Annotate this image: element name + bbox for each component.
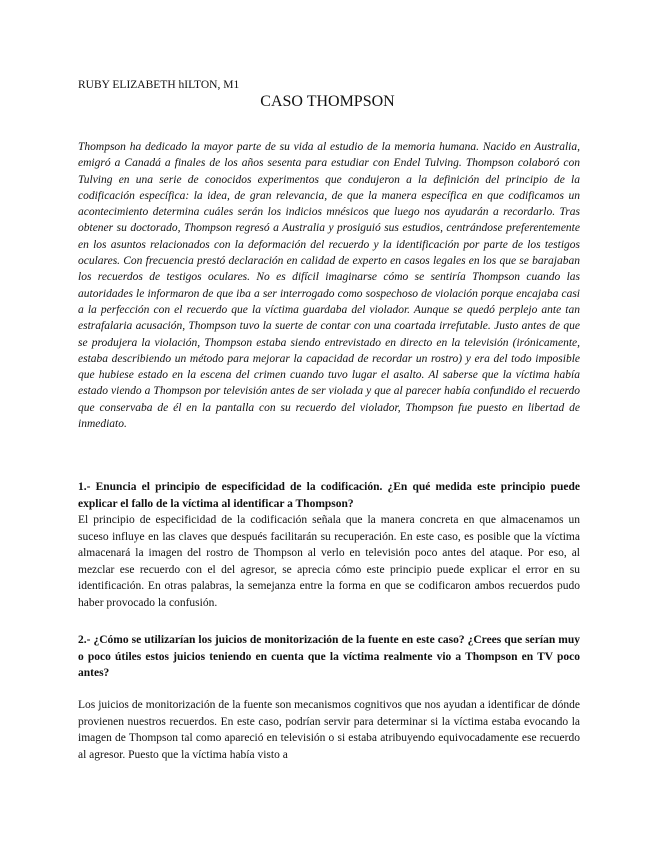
answer-2: Los juicios de monitorización de la fuente son mecanismos cognitivos que nos ayudan a identificar de dónde provienen nuestros recuerdos. En este caso, podrían servir para determinar si la víctima estaba evocando la imagen de Thompson tal como apareció en televisión o si estaba atribuyendo equivocadamente ese recuerdo al agresor. Puesto que la víctima había visto a: [78, 699, 580, 761]
answer-1: El principio de especificidad de la codificación señala que la manera concreta en que almacenamos un suceso influye en las claves que después facilitarán su recuperación. En este caso, es posible que la víctima almacenará la imagen del rostro de Thompson al verlo en televisión poco antes del ataque. Por eso, al mezclar ese recuerdo con el del agresor, se aprecia cómo este principio puede explicar el error en su identificación. En otras palabras, la semejanza entre la forma en que se codificaron ambos recuerdos pudo haber provocado la confusión.: [78, 514, 580, 609]
question-2: 2.- ¿Cómo se utilizarían los juicios de monitorización de la fuente en este caso? ¿Crees que serían muy o poco útiles estos juicios teniendo en cuenta que la víctima realmente vio a Thompson en TV poco antes?: [78, 634, 580, 679]
case-description: Thompson ha dedicado la mayor parte de su vida al estudio de la memoria humana. Nacido en Australia, emigró a Canadá a finales de los años sesenta para estudiar con Endel Tulving. Thompson colaboró con Tulving en una serie de conocidos experimentos que condujeron a la definición del principio de la codificación específica: la idea, de gran relevancia, de que la manera específica en que codificamos un acontecimiento determina cuáles serán los indicios mnésicos que luego nos ayudarán a recordarlo. Tras obtener su doctorado, Thompson regresó a Australia y prosiguió sus estudios, centrándose preferentemente en los asuntos relacionados con la deformación del recuerdo y la identificación por parte de los testigos oculares. Con frecuencia prestó declaración en calidad de experto en casos legales en los que se barajaban los recuerdos de testigos oculares. No es difícil imaginarse cómo se sentiría Thompson cuando las autoridades le informaron de que iba a ser interrogado como sospechoso de violación porque encajaba casi a la perfección con el recuerdo que la víctima guardaba del violador. Aunque se quedó perplejo ante tan estrafalaria acusación, Thompson tuvo la suerte de contar con una coartada irrefutable. Justo antes de que se produjera la violación, Thompson estaba siendo entrevistado en directo en la televisión (irónicamente, estaba describiendo un método para mejorar la capacidad de recordar un rostro) y era del todo imposible que hubiese estado en la escena del crimen cuando tuvo lugar el asalto. Al saberse que la víctima había estado viendo a Thompson por televisión antes de ser violada y que al parecer había confundido el recuerdo que conservaba de él en la pantalla con su recuerdo del violador, Thompson fue puesto en libertad de inmediato.: [78, 141, 580, 431]
question-1: 1.- Enuncia el principio de especificidad de la codificación. ¿En qué medida este principio puede explicar el fallo de la víctima al identificar a Thompson?: [78, 481, 580, 510]
author-name: RUBY ELIZABETH hILTON, M1: [78, 79, 240, 91]
page-title: CASO THOMPSON: [260, 93, 395, 110]
